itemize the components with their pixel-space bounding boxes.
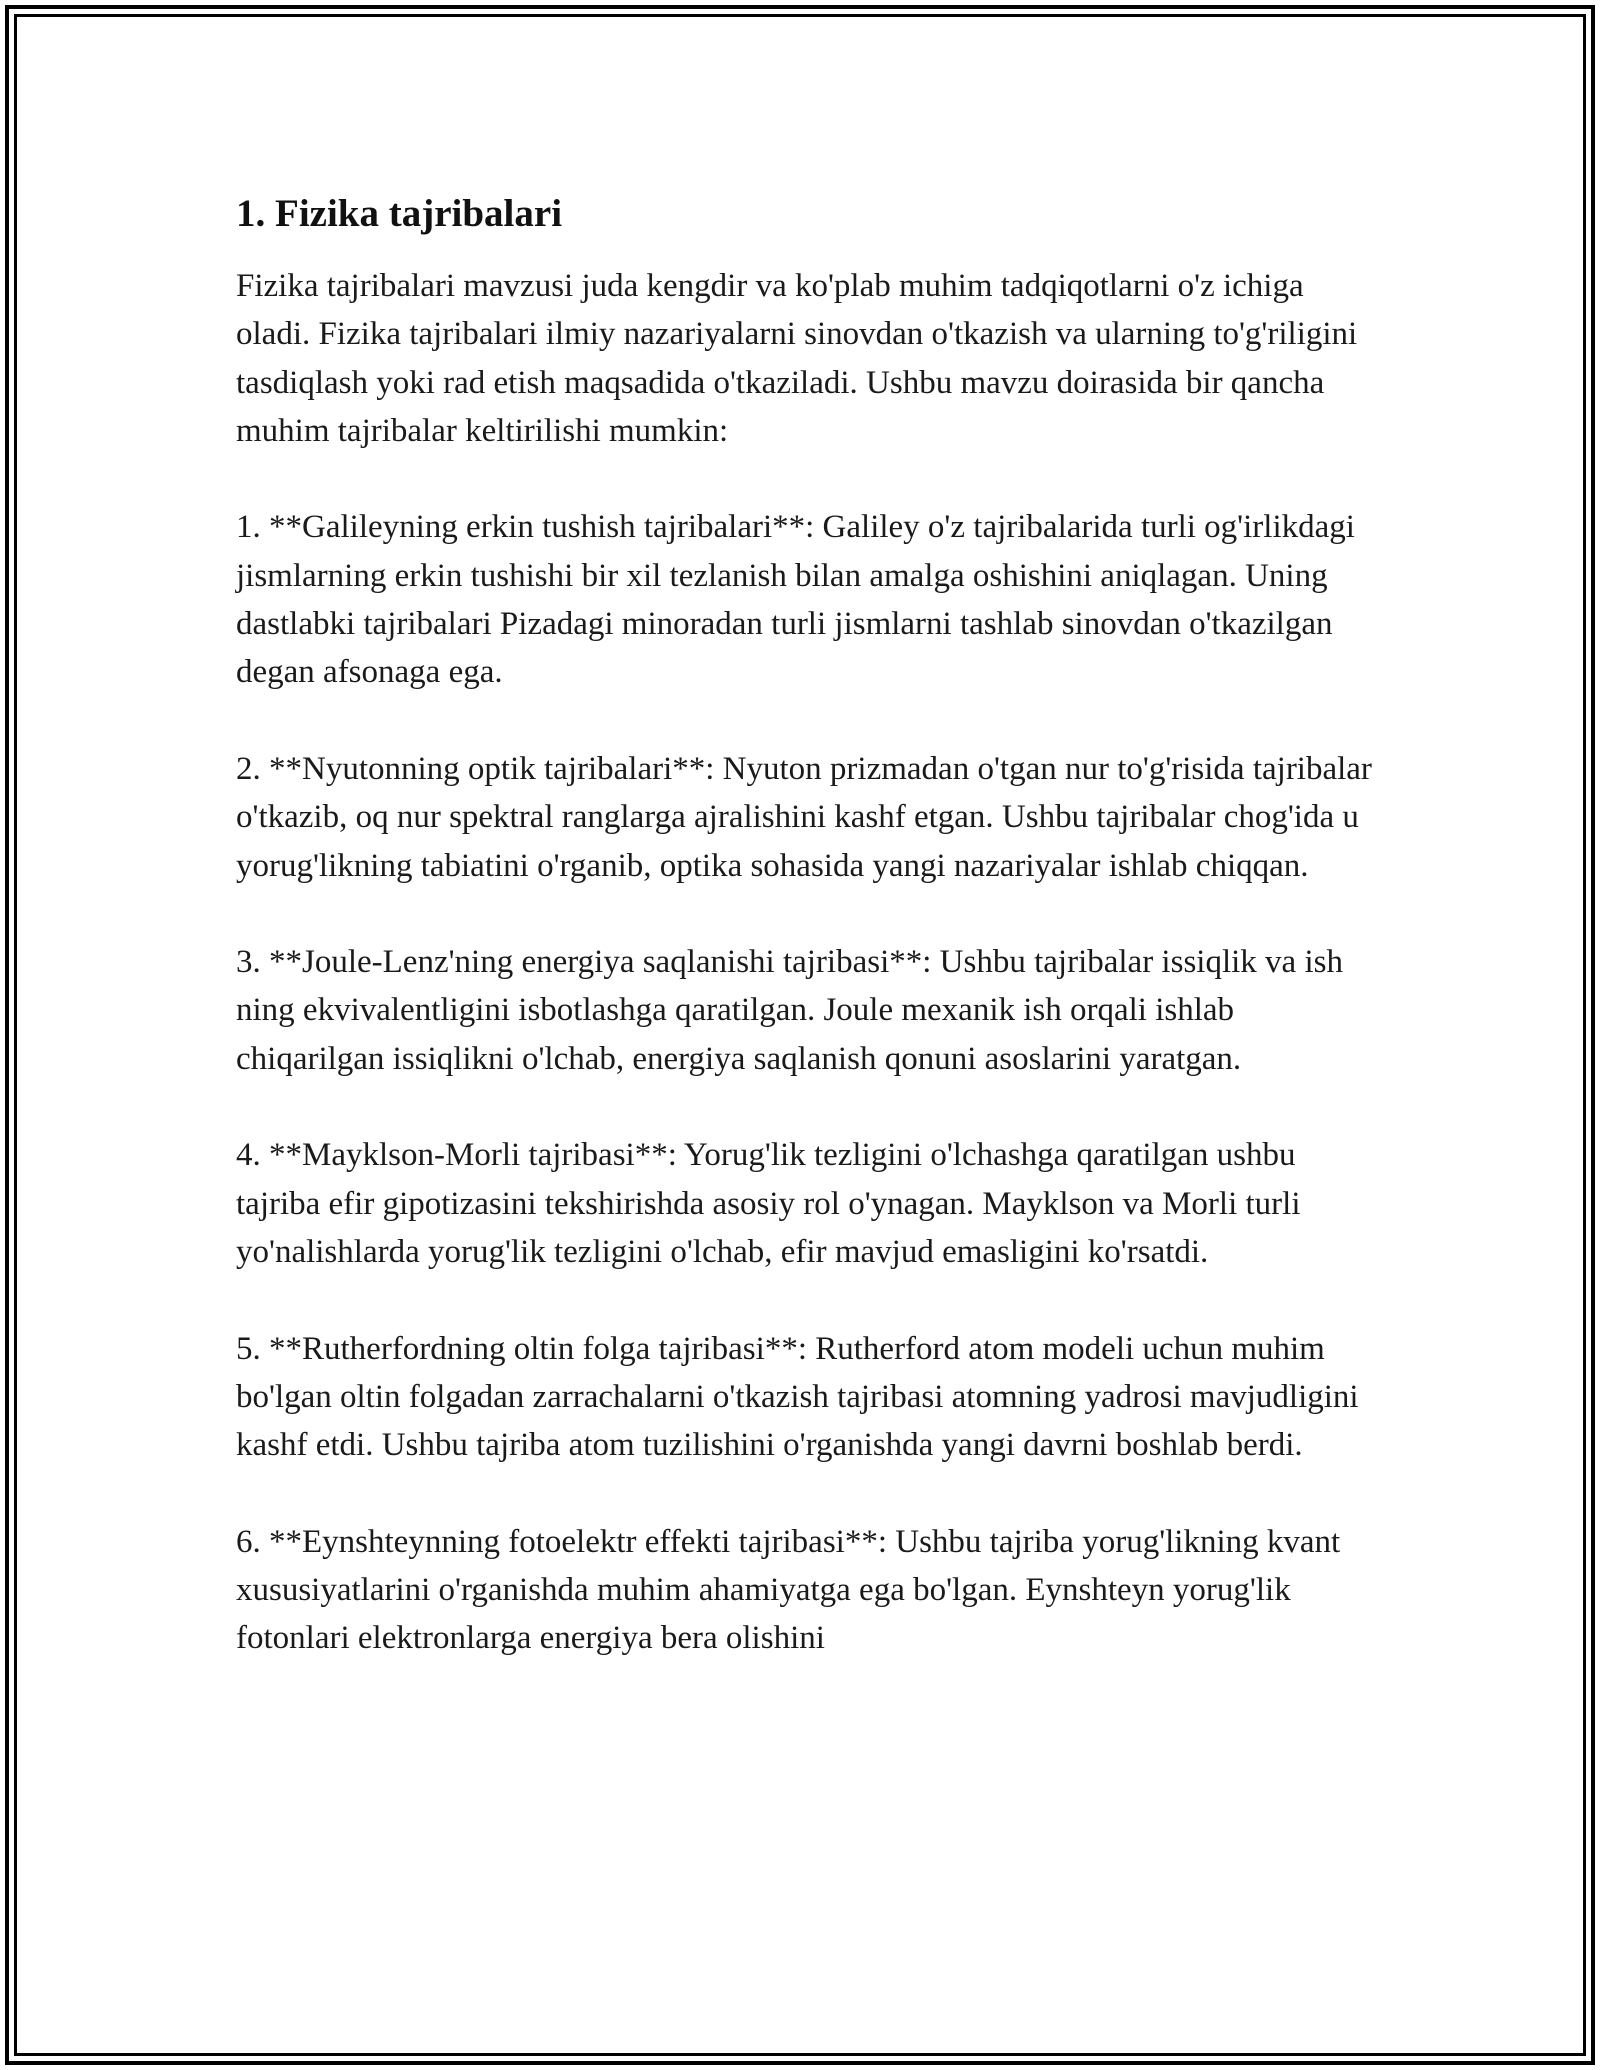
list-item-galileo: 1. **Galileyning erkin tushish tajribalari**: Galiley o'z tajribalarida turli og'irlikdagi jismlarning erkin tushishi bir xil tezlanish bilan amalga oshishini aniqlagan. Uning dastlabki tajribalari Pizadagi minoradan turli jismlarni tashlab sinovdan o'tkazilgan degan afsonaga ega. <box>236 509 1364 691</box>
list-item-newton: 2. **Nyutonning optik tajribalari**: Nyuton prizmadan o'tgan nur to'g'risida tajribalar o'tkazib, oq nur spektral ranglarga ajralishini kashf etgan. Ushbu tajribalar chog'ida u yorug'likning tabiatini o'rganib, optika sohasida yangi nazariyalar ishlab chiqqan. <box>236 750 1381 884</box>
intro-paragraph: Fizika tajribalari mavzusi juda kengdir va ko'plab muhim tadqiqotlarni o'z ichiga oladi. Fizika tajribalari ilmiy nazariyalarni sinovdan o'tkazish va ularning to'g'riligini tasdiqlash yoki rad etish maqsadida o'tkaziladi. Ushbu mavzu doirasida bir qancha muhim tajribalar keltirilishi mumkin: <box>236 268 1366 449</box>
list-item-joule-lenz: 3. **Joule-Lenz'ning energiya saqlanishi tajribasi**: Ushbu tajribalar issiqlik va ish ning ekvivalentligini isbotlashga qaratilgan. Joule mexanik ish orqali ishlab chiqarilgan issiqlikni o'lchab, energiya saqlanish qonuni asoslarini yaratgan. <box>236 944 1352 1077</box>
list-item-einstein: 6. **Eynshteynning fotoelektr effekti tajribasi**: Ushbu tajriba yorug'likning kvant xususiyatlarini o'rganishda muhim ahamiyatga ega bo'lgan. Eynshteyn yorug'lik fotonlari elektronlarga energiya bera olishini <box>236 1523 1349 1657</box>
list-item-michelson-morley: 4. **Mayklson-Morli tajribasi**: Yorug'lik tezligini o'lchashga qaratilgan ushbu tajriba efir gipotizasini tekshirishda asosiy rol o'ynagan. Mayklson va Morli turli yo'nalishlarda yorug'lik tezligini o'lchab, efir mavjud emasligini ko'rsatdi. <box>236 1137 1309 1270</box>
section-title: 1. Fizika tajribalari <box>236 192 563 235</box>
document-body <box>236 188 1381 1711</box>
list-item-rutherford: 5. **Rutherfordning oltin folga tajribasi**: Rutherford atom modeli uchun muhim bo'lgan oltin folgadan zarrachalarni o'tkazish tajribasi atomning yadrosi mavjudligini kashf etdi. Ushbu tajriba atom tuzilishini o'rganishda yangi davrni boshlab berdi. <box>236 1330 1367 1464</box>
